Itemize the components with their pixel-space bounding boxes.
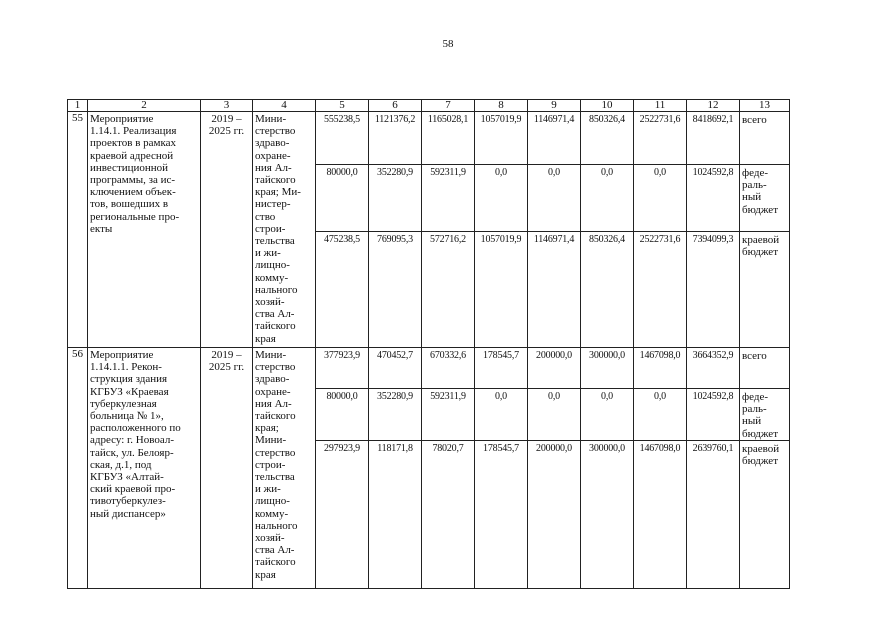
row-number-cell: 55 bbox=[68, 112, 88, 348]
amount-cell: 1165028,1 bbox=[422, 112, 475, 165]
funding-source-cell bbox=[740, 389, 790, 441]
amount-cell: 7394099,3 bbox=[687, 232, 740, 348]
header-cell: 9 bbox=[528, 100, 581, 112]
funding-source-line: бюджет bbox=[742, 455, 778, 468]
executor-line: лищно- bbox=[255, 495, 290, 508]
amount-cell: 0,0 bbox=[581, 389, 634, 441]
amount-cell: 78020,7 bbox=[422, 441, 475, 589]
description-line: ключением объек- bbox=[90, 186, 176, 199]
executor-line: ства Ал- bbox=[255, 308, 295, 321]
executor-line: строи- bbox=[255, 458, 286, 471]
activity-description-cell bbox=[88, 112, 201, 348]
funding-source-line: ный bbox=[742, 191, 762, 204]
amount-cell: 555238,5 bbox=[316, 112, 369, 165]
executor-line: охране- bbox=[255, 149, 291, 162]
executor-line: тайского bbox=[255, 556, 296, 569]
header-cell: 12 bbox=[687, 100, 740, 112]
description-line: КГБУЗ «Алтай- bbox=[90, 471, 164, 484]
executor-line: комму- bbox=[255, 271, 289, 284]
funding-source-line: всего bbox=[742, 114, 767, 126]
amount-cell: 178545,7 bbox=[475, 348, 528, 389]
funding-source-line: феде- bbox=[742, 391, 769, 403]
funding-source-line: краевой bbox=[742, 234, 780, 246]
amount-cell: 1057019,9 bbox=[475, 232, 528, 348]
amount-cell: 8418692,1 bbox=[687, 112, 740, 165]
executor-line: ния Ал- bbox=[255, 161, 292, 174]
executor-line: лищно- bbox=[255, 259, 290, 272]
executor-line: края bbox=[255, 332, 276, 345]
executor-line: здраво- bbox=[255, 373, 290, 386]
page-number: 58 bbox=[442, 38, 454, 50]
description-line: КГБУЗ «Краевая bbox=[90, 385, 169, 398]
funding-source-line: бюджет bbox=[742, 203, 778, 216]
funding-source-line: раль- bbox=[742, 403, 767, 416]
amount-cell: 3664352,9 bbox=[687, 348, 740, 389]
amount-cell: 1024592,8 bbox=[687, 165, 740, 232]
header-cell: 10 bbox=[581, 100, 634, 112]
amount-cell: 297923,9 bbox=[316, 441, 369, 589]
amount-cell: 2639760,1 bbox=[687, 441, 740, 589]
amount-cell: 592311,9 bbox=[422, 165, 475, 232]
period-cell bbox=[201, 348, 253, 589]
amount-cell: 377923,9 bbox=[316, 348, 369, 389]
amount-cell: 200000,0 bbox=[528, 348, 581, 389]
amount-cell: 0,0 bbox=[581, 165, 634, 232]
funding-source-line: бюджет bbox=[742, 427, 778, 440]
amount-cell: 0,0 bbox=[475, 165, 528, 232]
period-line: 2019 – bbox=[211, 349, 242, 361]
header-cell: 5 bbox=[316, 100, 369, 112]
table-row bbox=[68, 348, 790, 389]
header-cell: 1 bbox=[68, 100, 88, 112]
funding-source-line: всего bbox=[742, 350, 767, 362]
executor-line: Мини- bbox=[255, 113, 287, 125]
activity-description-cell bbox=[88, 348, 201, 589]
description-line: Мероприятие bbox=[90, 349, 154, 361]
funding-table bbox=[67, 99, 790, 589]
description-line: ская, д.1, под bbox=[90, 458, 152, 471]
amount-cell: 1057019,9 bbox=[475, 112, 528, 165]
executor-line: комму- bbox=[255, 507, 289, 520]
header-cell: 6 bbox=[369, 100, 422, 112]
amount-cell: 475238,5 bbox=[316, 232, 369, 348]
period-cell bbox=[201, 112, 253, 348]
amount-cell: 0,0 bbox=[475, 389, 528, 441]
amount-cell: 200000,0 bbox=[528, 441, 581, 589]
funding-source-cell bbox=[740, 165, 790, 232]
amount-cell: 0,0 bbox=[528, 389, 581, 441]
executor-line: края bbox=[255, 568, 276, 581]
amount-cell: 850326,4 bbox=[581, 232, 634, 348]
funding-source-cell bbox=[740, 441, 790, 589]
amount-cell: 118171,8 bbox=[369, 441, 422, 589]
description-line: тов, вошедших в bbox=[90, 198, 169, 211]
description-line: тивотуберкулез- bbox=[90, 495, 166, 508]
header-cell: 4 bbox=[253, 100, 316, 112]
amount-cell: 470452,7 bbox=[369, 348, 422, 389]
amount-cell: 352280,9 bbox=[369, 389, 422, 441]
executor-cell bbox=[253, 112, 316, 348]
funding-source-line: бюджет bbox=[742, 246, 778, 259]
amount-cell: 352280,9 bbox=[369, 165, 422, 232]
amount-cell: 850326,4 bbox=[581, 112, 634, 165]
header-row bbox=[68, 100, 790, 112]
period-line: 2025 гг. bbox=[208, 361, 245, 374]
executor-line: и жи- bbox=[255, 483, 281, 496]
header-cell: 3 bbox=[201, 100, 253, 112]
executor-line: хозяй- bbox=[255, 296, 285, 309]
amount-cell: 80000,0 bbox=[316, 165, 369, 232]
description-line: туберкулезная bbox=[90, 397, 157, 410]
executor-line: нального bbox=[255, 519, 298, 532]
amount-cell: 1467098,0 bbox=[634, 348, 687, 389]
executor-line: ния Ал- bbox=[255, 397, 292, 410]
executor-line: стерство bbox=[255, 361, 296, 374]
executor-line: нального bbox=[255, 283, 298, 296]
description-line: ный диспансер» bbox=[90, 507, 166, 520]
executor-line: Мини- bbox=[255, 434, 287, 447]
amount-cell: 0,0 bbox=[634, 389, 687, 441]
description-line: тайск, ул. Белояр- bbox=[90, 446, 174, 459]
executor-line: тайского bbox=[255, 320, 296, 333]
table-row bbox=[68, 112, 790, 165]
executor-line: тайского bbox=[255, 174, 296, 187]
description-line: краевой адресной bbox=[90, 149, 174, 162]
description-line: расположенного по bbox=[90, 422, 181, 435]
description-line: программы, за ис- bbox=[90, 174, 176, 187]
executor-line: края; Ми- bbox=[255, 186, 301, 199]
amount-cell: 1467098,0 bbox=[634, 441, 687, 589]
executor-line: здраво- bbox=[255, 137, 290, 150]
amount-cell: 80000,0 bbox=[316, 389, 369, 441]
header-cell: 11 bbox=[634, 100, 687, 112]
amount-cell: 0,0 bbox=[528, 165, 581, 232]
description-line: проектов в рамках bbox=[90, 137, 177, 150]
header-cell: 2 bbox=[88, 100, 201, 112]
description-line: Мероприятие bbox=[90, 113, 154, 125]
executor-line: стерство bbox=[255, 446, 296, 459]
executor-line: тельства bbox=[255, 235, 295, 248]
funding-source-line: феде- bbox=[742, 167, 769, 179]
executor-line: стерство bbox=[255, 125, 296, 138]
amount-cell: 2522731,6 bbox=[634, 112, 687, 165]
executor-line: строи- bbox=[255, 222, 286, 235]
header-cell: 8 bbox=[475, 100, 528, 112]
amount-cell: 769095,3 bbox=[369, 232, 422, 348]
amount-cell: 572716,2 bbox=[422, 232, 475, 348]
executor-line: хозяй- bbox=[255, 532, 285, 545]
funding-source-line: ный bbox=[742, 415, 762, 428]
description-line: 1.14.1. Реализация bbox=[90, 125, 177, 138]
executor-line: ства Ал- bbox=[255, 544, 295, 557]
description-line: струкция здания bbox=[90, 373, 168, 386]
amount-cell: 2522731,6 bbox=[634, 232, 687, 348]
executor-line: охране- bbox=[255, 385, 291, 398]
period-line: 2025 гг. bbox=[208, 125, 245, 138]
description-line: екты bbox=[90, 222, 113, 235]
amount-cell: 1121376,2 bbox=[369, 112, 422, 165]
executor-line: ство bbox=[255, 210, 276, 223]
description-line: больница № 1», bbox=[90, 410, 164, 423]
executor-line: и жи- bbox=[255, 247, 281, 260]
description-line: адресу: г. Новоал- bbox=[90, 434, 174, 447]
description-line: региональные про- bbox=[90, 210, 180, 223]
amount-cell: 1146971,4 bbox=[528, 112, 581, 165]
period-line: 2019 – bbox=[211, 113, 242, 125]
executor-line: Мини- bbox=[255, 349, 287, 361]
header-cell: 13 bbox=[740, 100, 790, 112]
amount-cell: 178545,7 bbox=[475, 441, 528, 589]
executor-cell bbox=[253, 348, 316, 589]
description-line: инвестиционной bbox=[90, 161, 169, 174]
amount-cell: 670332,6 bbox=[422, 348, 475, 389]
executor-line: нистер- bbox=[255, 198, 291, 211]
funding-source-line: раль- bbox=[742, 179, 767, 192]
amount-cell: 1024592,8 bbox=[687, 389, 740, 441]
funding-source-cell bbox=[740, 232, 790, 348]
amount-cell: 592311,9 bbox=[422, 389, 475, 441]
executor-line: тельства bbox=[255, 471, 295, 484]
description-line: 1.14.1.1. Рекон- bbox=[90, 361, 162, 374]
amount-cell: 1146971,4 bbox=[528, 232, 581, 348]
header-cell: 7 bbox=[422, 100, 475, 112]
funding-source-line: краевой bbox=[742, 443, 780, 455]
row-number-cell: 56 bbox=[68, 348, 88, 589]
executor-line: края; bbox=[255, 422, 279, 435]
description-line: ский краевой про- bbox=[90, 483, 176, 496]
amount-cell: 300000,0 bbox=[581, 348, 634, 389]
amount-cell: 300000,0 bbox=[581, 441, 634, 589]
funding-source-cell bbox=[740, 348, 790, 389]
amount-cell: 0,0 bbox=[634, 165, 687, 232]
executor-line: тайского bbox=[255, 410, 296, 423]
funding-source-cell bbox=[740, 112, 790, 165]
